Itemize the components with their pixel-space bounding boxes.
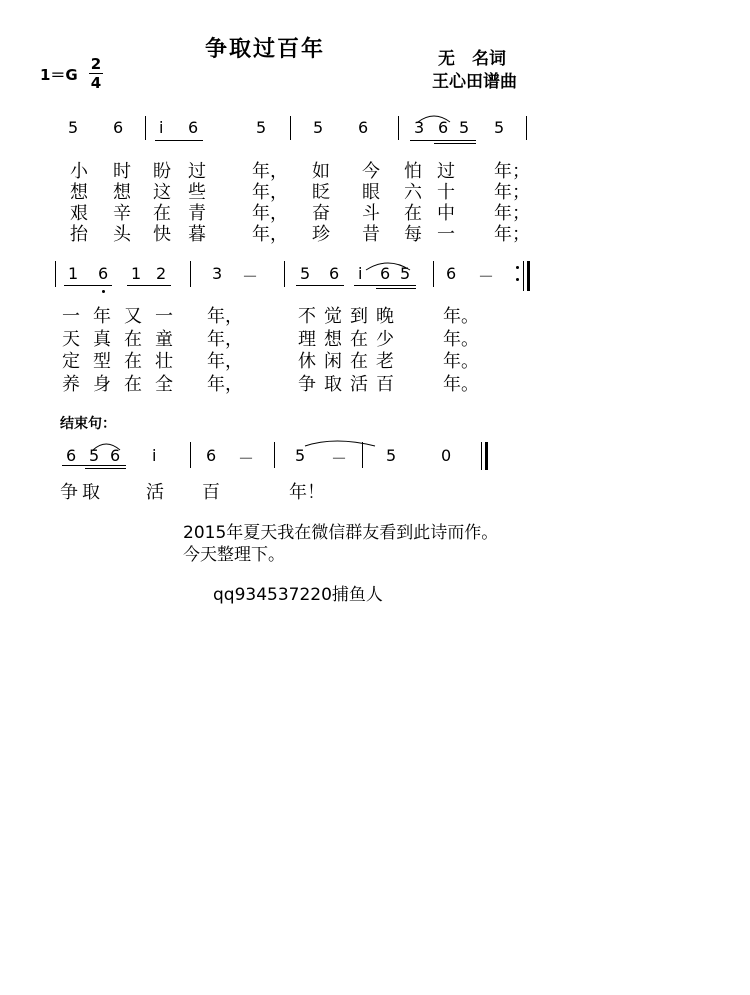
lyric-char: 年；	[494, 203, 530, 224]
note: 5	[256, 118, 267, 137]
lyric-char: 过	[188, 161, 206, 182]
lyric-char: 养	[62, 374, 80, 395]
note: 6	[380, 264, 391, 283]
lyric-char: 十	[437, 182, 455, 203]
lyric-char: 在	[124, 329, 142, 350]
lyric-char: 如	[312, 161, 330, 182]
note-high: i	[159, 118, 164, 137]
tie	[93, 444, 120, 450]
lyric-char: 艰	[70, 203, 88, 224]
lyric-char: 年，	[207, 374, 243, 395]
lyric-char: 型	[93, 351, 111, 372]
lyric-char: 每	[404, 224, 422, 245]
note: 5	[400, 264, 411, 283]
lyric-char: 理	[298, 329, 316, 350]
lyric-char: 年！	[289, 482, 325, 503]
note: 5	[68, 118, 79, 137]
lyric-char: 老	[376, 351, 394, 372]
time-signature-top: 2	[90, 55, 102, 73]
lyricist-credit: 无 名词	[438, 49, 506, 69]
time-signature-bottom: 4	[90, 74, 102, 92]
lyric-char: 年	[93, 306, 111, 327]
lyric-char: 定	[62, 351, 80, 372]
composer-credit: 王心田谱曲	[432, 72, 517, 92]
lyric-char: 年，	[252, 161, 288, 182]
lyric-char: 休	[298, 351, 316, 372]
lyric-char: 一	[62, 306, 80, 327]
lyric-char: 青	[188, 203, 206, 224]
lyric-char: 眼	[362, 182, 380, 203]
note: 0	[441, 446, 452, 465]
note: 6	[110, 446, 121, 465]
dash: －	[478, 267, 495, 286]
lyric-char: 身	[93, 374, 111, 395]
note: 1	[131, 264, 142, 283]
lyric-char: 头	[113, 224, 131, 245]
note: 2	[156, 264, 167, 283]
lyric-char: 眨	[312, 182, 330, 203]
lyric-char: 快	[153, 224, 171, 245]
lyric-char: 在	[404, 203, 422, 224]
note: 5	[313, 118, 324, 137]
author-note-line-1: 2015年夏天我在微信群友看到此诗而作。	[183, 523, 499, 543]
lyric-char: 珍	[312, 224, 330, 245]
lyric-char: 年，	[207, 351, 243, 372]
author-note-line-2: 今天整理下。	[183, 545, 285, 565]
lyric-char: 又	[124, 306, 142, 327]
lyric-char: 六	[404, 182, 422, 203]
note: 5	[89, 446, 100, 465]
lyric-char: 年；	[494, 182, 530, 203]
lyric-char: 一	[437, 224, 455, 245]
lyric-char: 抬	[70, 224, 88, 245]
lyric-char: 年。	[443, 351, 479, 372]
lyric-char: 小	[70, 161, 88, 182]
lyric-char: 暮	[188, 224, 206, 245]
lyric-char: 百	[202, 482, 220, 503]
lyric-char: 闲	[324, 351, 342, 372]
lyric-char: 在	[153, 203, 171, 224]
note: 6	[446, 264, 457, 283]
note: 6	[329, 264, 340, 283]
lyric-char: 取	[324, 374, 342, 395]
note: 5	[386, 446, 397, 465]
lyric-char: 觉	[324, 306, 342, 327]
lyric-char: 想	[70, 182, 88, 203]
note: 1	[68, 264, 79, 283]
note: 3	[212, 264, 223, 283]
lyric-char: 昔	[362, 224, 380, 245]
lyric-char: 年；	[494, 224, 530, 245]
note: 5	[494, 118, 505, 137]
lyric-char: 辛	[113, 203, 131, 224]
tie	[418, 116, 450, 122]
tie	[366, 263, 410, 270]
lyric-char: 这	[153, 182, 171, 203]
lyric-char: 想	[324, 329, 342, 350]
lyric-char: 真	[93, 329, 111, 350]
note: 6	[113, 118, 124, 137]
lyric-char: 年，	[252, 182, 288, 203]
note-high: i	[358, 264, 363, 283]
dash: －	[242, 267, 259, 286]
lyric-char: 想	[113, 182, 131, 203]
lyric-char: 盼	[153, 161, 171, 182]
dash: －	[331, 449, 348, 468]
key-signature: 1＝G	[40, 66, 78, 84]
lyric-char: 争	[298, 374, 316, 395]
ending-label: 结束句：	[60, 416, 116, 432]
note: 6	[188, 118, 199, 137]
lyric-char: 在	[350, 329, 368, 350]
lyric-char: 年，	[207, 329, 243, 350]
note-high: i	[152, 446, 157, 465]
lyric-char: 年。	[443, 374, 479, 395]
note: 5	[459, 118, 470, 137]
lyric-char: 全	[155, 374, 173, 395]
lyric-char: 怕	[404, 161, 422, 182]
lyric-char: 天	[62, 329, 80, 350]
note: 5	[295, 446, 306, 465]
lyric-char: 年，	[252, 203, 288, 224]
lyric-char: 活	[350, 374, 368, 395]
lyric-char: 童	[155, 329, 173, 350]
lyric-char: 到	[350, 306, 368, 327]
lyric-char: 在	[124, 351, 142, 372]
note: 6	[438, 118, 449, 137]
lyric-char: 斗	[362, 203, 380, 224]
lyric-char: 一	[155, 306, 173, 327]
lyric-char: 少	[376, 329, 394, 350]
lyric-char: 取	[82, 482, 100, 503]
lyric-char: 活	[146, 482, 164, 503]
song-title: 争取过百年	[205, 37, 326, 62]
lyric-char: 中	[437, 203, 455, 224]
note-low: 6	[98, 264, 109, 283]
lyric-char: 今	[362, 161, 380, 182]
signature: qq934537220捕鱼人	[213, 585, 383, 605]
lyric-char: 时	[113, 161, 131, 182]
lyric-char: 不	[298, 306, 316, 327]
lyric-char: 年，	[207, 306, 243, 327]
dash: －	[238, 449, 255, 468]
lyric-char: 奋	[312, 203, 330, 224]
lyric-char: 过	[437, 161, 455, 182]
lyric-char: 争	[60, 482, 78, 503]
lyric-char: 年。	[443, 329, 479, 350]
note: 5	[300, 264, 311, 283]
lyric-char: 些	[188, 182, 206, 203]
lyric-char: 年。	[443, 306, 479, 327]
note: 6	[66, 446, 77, 465]
tie	[305, 441, 375, 446]
lyric-char: 在	[124, 374, 142, 395]
note: 3	[414, 118, 425, 137]
lyric-char: 晚	[376, 306, 394, 327]
lyric-char: 年，	[252, 224, 288, 245]
lyric-char: 壮	[155, 351, 173, 372]
note: 6	[206, 446, 217, 465]
lyric-char: 百	[376, 374, 394, 395]
note: 6	[358, 118, 369, 137]
lyric-char: 在	[350, 351, 368, 372]
lyric-char: 年；	[494, 161, 530, 182]
